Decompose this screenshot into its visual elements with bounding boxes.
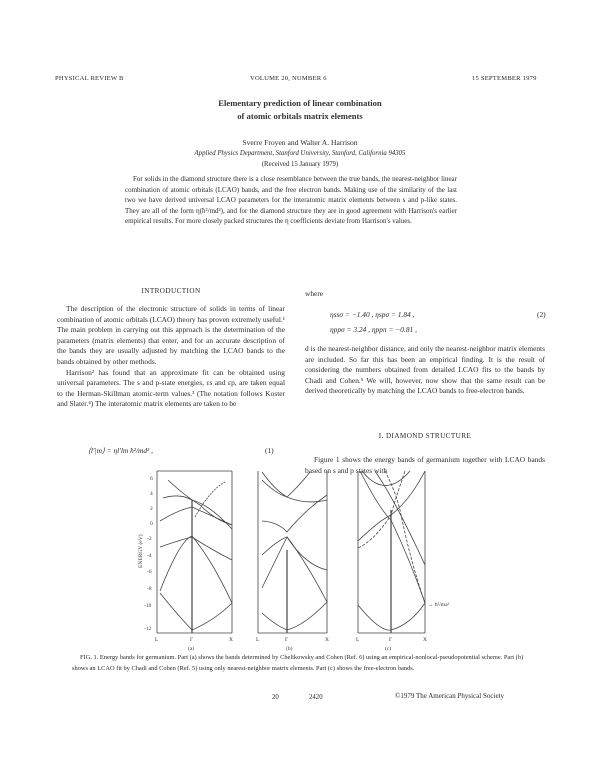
journal-name: PHYSICAL REVIEW B (55, 75, 124, 82)
received-date: (Received 15 January 1979) (261, 161, 339, 168)
panel-label-a: (a) (188, 646, 195, 652)
panel-label-b: (b) (286, 646, 293, 652)
equation-2-number: (2) (537, 310, 546, 319)
y-tick-minus4: -4 (147, 553, 152, 559)
issue-date: 15 SEPTEMBER 1979 (472, 75, 537, 82)
panel-b (258, 471, 327, 633)
section-heading-diamond: I. DIAMOND STRUCTURE (378, 432, 472, 440)
y-axis-label: ENERGY (eV) (138, 534, 144, 568)
panel-label-c: (c) (385, 646, 392, 652)
abstract-text: For solids in the diamond structure there is a close resemblance between the true bands, the nearest-neighbor linear combination of atomic orbitals (LCAO) bands, and the free electron bands. Making use of the similarity of the last two we have derived universal LCAO parameters for the interatomic matrix elements between s and p-like states. They are all of the form η(ħ²/md²), and for the diamond structure they are in good agreement with Harrison's earlier empirical results. For more closely packed structures the η coefficients deviate from Harrison's values. (125, 175, 457, 226)
x-tick-b-Gamma: Γ (285, 637, 289, 643)
authors: Sverre Froyen and Walter A. Harrison (242, 138, 358, 147)
where-text: where (305, 289, 324, 298)
footer-copyright: ©1979 The American Physical Society (395, 692, 505, 700)
x-tick-c-X: X (423, 637, 427, 643)
y-tick-6: 6 (150, 476, 153, 482)
footer-volume: 20 (272, 694, 279, 701)
section-heading-introduction: INTRODUCTION (141, 287, 201, 295)
volume-number: VOLUME 20, NUMBER 6 (250, 75, 327, 82)
figure-caption-text: FIG. 1. Energy bands for germanium. Part (a) shows the bands determined by Chelikowsky and Cohen (Ref. 6) using an empirical-nonlocal-pseudopotential scheme. Part (b) shows an LCAO fit by Chadi and Cohen (Ref. 5) using only nearest-neighbor matrix elements. Part (c) shows the free-electron bands. (72, 654, 524, 672)
y-tick-minus8: -8 (147, 586, 152, 592)
y-tick-minus10: -10 (144, 603, 152, 609)
paper-title-line2: of atomic orbitals matrix elements (237, 111, 363, 121)
y-tick-2: 2 (150, 506, 153, 512)
footer-page-number: 2420 (309, 694, 323, 701)
equation-1-number: (1) (265, 446, 274, 455)
x-tick-a-Gamma: Γ (190, 637, 194, 643)
equation-2-line2: ηppσ = 3.24 , ηppπ = −0.81 , (330, 325, 417, 334)
y-tick-0: 0 (150, 521, 153, 527)
figure-caption (72, 653, 532, 674)
x-tick-c-Gamma: Γ (389, 637, 393, 643)
panel-a (157, 471, 232, 633)
equation-2-line1: ηssσ = −1.40 , ηspσ = 1.84 , (330, 310, 415, 319)
right-paragraph: d is the nearest-neighbor distance, and only the nearest-neighbor matrix elements are included. So far this has been an empirical finding. It is the result of considering the numbers obtained from detailed LCAO fits to the bands by Chadi and Cohen.⁵ We will, however, now show that the same result can be derived theoretically by matching the LCAO bands to free-electron bands. (305, 344, 545, 396)
x-tick-a-X: X (229, 637, 233, 643)
y-tick-minus6: -6 (147, 569, 152, 575)
panel-c (358, 471, 425, 633)
y-tick-minus2: -2 (147, 536, 152, 542)
affiliation: Applied Physics Department, Stanford University, Stanford, California 94305 (194, 150, 406, 157)
paper-title-line1: Elementary prediction of linear combination (218, 98, 382, 108)
diamond-paragraph: Figure 1 shows the energy bands of germanium together with LCAO bands based on s and p states with (305, 455, 545, 475)
x-tick-c-L: L (356, 637, 360, 643)
x-tick-b-L: L (256, 637, 260, 643)
free-electron-energy-label: → ħ²/ma² (428, 602, 450, 608)
x-tick-a-L: L (155, 637, 159, 643)
x-tick-b-X: X (325, 637, 329, 643)
y-tick-minus12: -12 (144, 626, 152, 632)
equation-1: ⟨l′|m⟩ = ηl′lm ħ²/md² , (88, 446, 153, 455)
y-tick-4: 4 (150, 491, 153, 497)
intro-paragraph-2: Harrison² has found that an approximate fit can be obtained using universal parameters. The s and p-state energies, εs and εp, are taken equal to the Herman-Skillman atomic-term values.³ (The notation follows Koster and Slater.⁴) The interatomic matrix elements are taken to be (57, 367, 285, 409)
intro-paragraph-1: The description of the electronic structure of solids in terms of linear combination of atomic orbitals (LCAO) theory has proven extremely useful.¹ The main problem in carrying out this approach is the determination of the parameters (matrix elements) that enter, and for an accurate description of the bands they are usually adjusted by matching the LCAO bands to the bands obtained by other methods. (57, 304, 285, 366)
